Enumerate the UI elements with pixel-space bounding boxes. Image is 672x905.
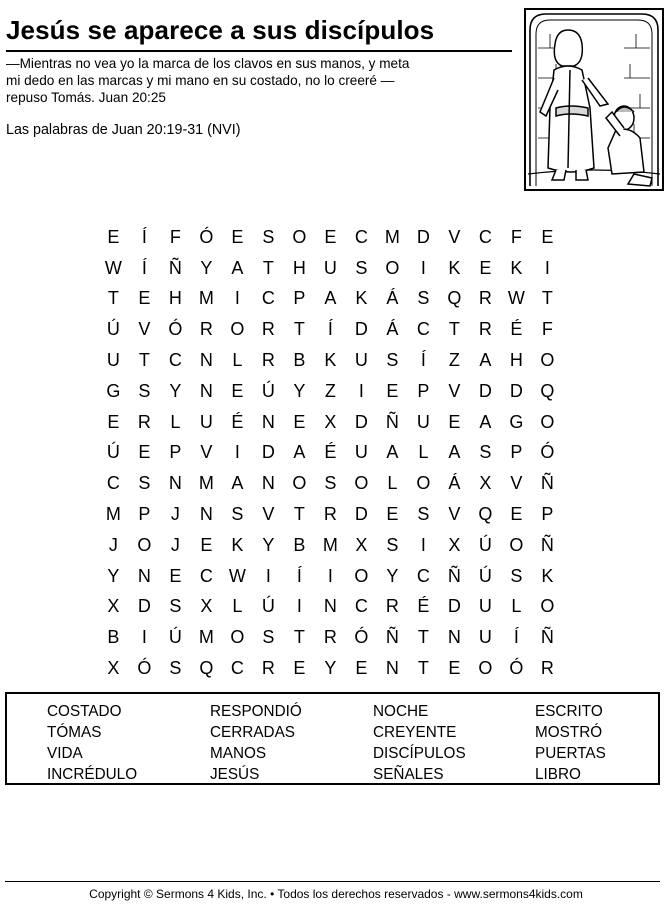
grid-letter[interactable]: E — [448, 411, 461, 432]
grid-letter[interactable]: N — [199, 380, 214, 401]
grid-letter[interactable]: S — [386, 534, 399, 555]
grid-letter[interactable]: O — [540, 596, 555, 617]
grid-letter[interactable]: E — [324, 226, 337, 247]
grid-letter[interactable]: L — [387, 473, 398, 494]
grid-letter[interactable]: U — [323, 257, 338, 278]
grid-letter[interactable]: O — [354, 473, 369, 494]
bible-quote — [6, 55, 512, 106]
grid-letter[interactable]: P — [293, 288, 306, 309]
grid-letter[interactable]: Í — [141, 257, 148, 278]
grid-letter[interactable]: O — [230, 627, 245, 648]
grid-letter[interactable]: M — [384, 226, 401, 247]
grid-letter[interactable]: B — [293, 534, 306, 555]
grid-letter[interactable]: T — [293, 627, 306, 648]
grid-letter[interactable]: O — [354, 565, 369, 586]
grid-letter[interactable]: O — [230, 319, 245, 340]
grid-letter[interactable]: Ñ — [385, 411, 400, 432]
grid-letter[interactable]: L — [170, 411, 181, 432]
grid-letter[interactable]: R — [323, 627, 338, 648]
grid-letter[interactable]: I — [296, 596, 303, 617]
grid-letter[interactable]: B — [107, 627, 120, 648]
grid-letter[interactable]: I — [234, 442, 241, 463]
grid-letter[interactable]: Q — [447, 288, 462, 309]
grid-letter[interactable]: M — [198, 288, 215, 309]
grid-letter[interactable]: I — [234, 288, 241, 309]
grid-letter[interactable]: D — [354, 504, 369, 525]
grid-letter[interactable]: G — [509, 411, 524, 432]
grid-letter[interactable]: E — [510, 504, 523, 525]
grid-letter[interactable]: Ñ — [168, 257, 183, 278]
grid-letter[interactable]: É — [510, 319, 523, 340]
grid-letter[interactable]: X — [355, 534, 368, 555]
grid-letter[interactable]: É — [231, 411, 244, 432]
quote-line: —Mientras no vea yo la marca de los clavos en sus manos, y meta — [6, 56, 410, 71]
grid-letter[interactable]: S — [138, 473, 151, 494]
grid-letter[interactable]: T — [262, 257, 275, 278]
grid-letter[interactable]: O — [540, 350, 555, 371]
grid-letter[interactable]: E — [293, 658, 306, 679]
word-list-item: JESÚS — [210, 766, 260, 783]
grid-letter[interactable]: U — [478, 596, 493, 617]
grid-letter[interactable]: V — [510, 473, 523, 494]
grid-letter[interactable]: C — [261, 288, 276, 309]
grid-letter[interactable]: Í — [420, 350, 427, 371]
grid-letter[interactable]: M — [198, 473, 215, 494]
grid-letter[interactable]: A — [324, 288, 337, 309]
grid-letter[interactable]: I — [358, 380, 365, 401]
grid-letter[interactable]: S — [479, 442, 492, 463]
grid-letter[interactable]: P — [138, 504, 151, 525]
grid-letter[interactable]: V — [200, 442, 213, 463]
grid-letter[interactable]: Y — [169, 380, 182, 401]
grid-letter[interactable]: U — [106, 350, 121, 371]
title-divider — [6, 50, 512, 52]
grid-letter[interactable]: T — [448, 319, 461, 340]
grid-letter[interactable]: C — [106, 473, 121, 494]
grid-letter[interactable]: P — [169, 442, 182, 463]
grid-letter[interactable]: V — [448, 504, 461, 525]
word-list-box — [5, 692, 660, 785]
grid-letter[interactable]: C — [230, 658, 245, 679]
grid-letter[interactable]: Y — [262, 534, 275, 555]
grid-letter[interactable]: S — [417, 504, 430, 525]
grid-letter[interactable]: Z — [448, 350, 461, 371]
grid-letter[interactable]: N — [385, 658, 400, 679]
grid-letter[interactable]: D — [416, 226, 431, 247]
grid-letter[interactable]: A — [386, 442, 399, 463]
grid-letter[interactable]: Ó — [199, 226, 214, 247]
grid-letter[interactable]: C — [478, 226, 493, 247]
grid-letter[interactable]: Y — [200, 257, 213, 278]
grid-letter[interactable]: I — [544, 257, 551, 278]
grid-letter[interactable]: L — [418, 442, 429, 463]
grid-letter[interactable]: R — [261, 319, 276, 340]
grid-letter[interactable]: E — [231, 380, 244, 401]
grid-letter[interactable]: L — [511, 596, 522, 617]
grid-letter[interactable]: H — [509, 350, 524, 371]
grid-letter[interactable]: K — [355, 288, 368, 309]
grid-letter[interactable]: T — [417, 658, 430, 679]
word-list-item: DISCÍPULOS — [373, 745, 466, 762]
grid-letter[interactable]: S — [169, 658, 182, 679]
grid-letter[interactable]: Ú — [478, 534, 493, 555]
grid-letter[interactable]: T — [541, 288, 554, 309]
grid-letter[interactable]: M — [105, 504, 122, 525]
grid-letter[interactable]: E — [386, 380, 399, 401]
grid-letter[interactable]: F — [510, 226, 523, 247]
grid-letter[interactable]: C — [416, 565, 431, 586]
grid-letter[interactable]: O — [385, 257, 400, 278]
grid-letter[interactable]: Ú — [261, 380, 276, 401]
grid-letter[interactable]: J — [108, 534, 119, 555]
grid-letter[interactable]: D — [261, 442, 276, 463]
grid-letter[interactable]: I — [420, 257, 427, 278]
quote-line: repuso Tomás. Juan 20:25 — [6, 90, 166, 105]
grid-letter[interactable]: Ú — [261, 596, 276, 617]
grid-letter[interactable]: H — [292, 257, 307, 278]
grid-letter[interactable]: Ú — [106, 319, 121, 340]
grid-letter[interactable]: A — [231, 473, 244, 494]
word-list-item: LIBRO — [535, 766, 581, 783]
grid-letter[interactable]: R — [323, 504, 338, 525]
grid-letter[interactable]: U — [416, 411, 431, 432]
grid-letter[interactable]: E — [293, 411, 306, 432]
grid-letter[interactable]: S — [510, 565, 523, 586]
word-list-item: CREYENTE — [373, 724, 457, 741]
grid-letter[interactable]: K — [541, 565, 554, 586]
word-list-item: TÓMAS — [47, 724, 102, 741]
grid-letter[interactable]: N — [447, 627, 462, 648]
grid-letter[interactable]: T — [107, 288, 120, 309]
grid-letter[interactable]: T — [138, 350, 151, 371]
grid-letter[interactable]: N — [261, 473, 276, 494]
grid-letter[interactable]: Á — [386, 288, 399, 309]
grid-letter[interactable]: N — [199, 350, 214, 371]
grid-letter[interactable]: E — [479, 257, 492, 278]
grid-letter[interactable]: E — [138, 442, 151, 463]
grid-letter[interactable]: Ñ — [540, 473, 555, 494]
quote-line: mi dedo en las marcas y mi mano en su costado, no lo creeré — — [6, 73, 395, 88]
grid-letter[interactable]: R — [385, 596, 400, 617]
grid-letter[interactable]: N — [199, 504, 214, 525]
jesus-and-thomas-illustration — [524, 8, 664, 191]
grid-letter[interactable]: D — [478, 380, 493, 401]
grid-letter[interactable]: Ú — [168, 627, 183, 648]
grid-letter[interactable]: I — [420, 534, 427, 555]
word-list-item: PUERTAS — [535, 745, 606, 762]
word-list-item: MANOS — [210, 745, 267, 762]
grid-letter[interactable]: R — [261, 350, 276, 371]
grid-letter[interactable]: V — [138, 319, 151, 340]
grid-letter[interactable]: A — [231, 257, 244, 278]
grid-letter[interactable]: S — [169, 596, 182, 617]
grid-letter[interactable]: I — [141, 627, 148, 648]
grid-letter[interactable]: V — [262, 504, 275, 525]
grid-letter[interactable]: O — [292, 226, 307, 247]
word-list-item: INCRÉDULO — [47, 766, 138, 783]
grid-letter[interactable]: Q — [199, 658, 214, 679]
grid-letter[interactable]: C — [354, 596, 369, 617]
grid-letter[interactable]: T — [293, 504, 306, 525]
grid-letter[interactable]: G — [106, 380, 121, 401]
grid-letter[interactable]: Ú — [106, 442, 121, 463]
grid-letter[interactable]: S — [262, 226, 275, 247]
grid-letter[interactable]: S — [231, 504, 244, 525]
grid-letter[interactable]: E — [355, 658, 368, 679]
grid-letter[interactable]: S — [138, 380, 151, 401]
grid-letter[interactable]: Í — [327, 319, 334, 340]
grid-letter[interactable]: B — [293, 350, 306, 371]
word-list-item: COSTADO — [47, 703, 122, 720]
grid-letter[interactable]: Ñ — [540, 534, 555, 555]
grid-letter[interactable]: E — [541, 226, 554, 247]
grid-letter[interactable]: Ó — [540, 442, 555, 463]
grid-letter[interactable]: É — [417, 596, 430, 617]
grid-letter[interactable]: Q — [540, 380, 555, 401]
grid-letter[interactable]: Ó — [509, 658, 524, 679]
footer-divider — [5, 881, 660, 882]
grid-letter[interactable]: V — [448, 380, 461, 401]
grid-letter[interactable]: Í — [141, 226, 148, 247]
grid-letter[interactable]: D — [354, 411, 369, 432]
grid-letter[interactable]: S — [417, 288, 430, 309]
grid-letter[interactable]: P — [417, 380, 430, 401]
grid-letter[interactable]: J — [170, 534, 181, 555]
grid-letter[interactable]: S — [355, 257, 368, 278]
grid-letter[interactable]: C — [168, 350, 183, 371]
grid-letter[interactable]: E — [138, 288, 151, 309]
grid-letter[interactable]: É — [324, 442, 337, 463]
grid-letter[interactable]: X — [200, 596, 213, 617]
grid-letter[interactable]: A — [448, 442, 461, 463]
grid-letter[interactable]: Ñ — [447, 565, 462, 586]
grid-letter[interactable]: R — [137, 411, 152, 432]
grid-letter[interactable]: E — [448, 658, 461, 679]
grid-letter[interactable]: Í — [296, 565, 303, 586]
grid-letter[interactable]: Y — [293, 380, 306, 401]
grid-letter[interactable]: D — [137, 596, 152, 617]
grid-letter[interactable]: U — [199, 411, 214, 432]
word-list-item: NOCHE — [373, 703, 429, 720]
grid-letter[interactable]: R — [478, 319, 493, 340]
grid-letter[interactable]: Ñ — [540, 627, 555, 648]
grid-letter[interactable]: S — [386, 350, 399, 371]
grid-letter[interactable]: A — [479, 411, 492, 432]
grid-letter[interactable]: N — [261, 411, 276, 432]
grid-letter[interactable]: N — [137, 565, 152, 586]
grid-letter[interactable]: F — [169, 226, 182, 247]
grid-letter[interactable]: F — [541, 319, 554, 340]
grid-letter[interactable]: D — [354, 319, 369, 340]
grid-letter[interactable]: P — [510, 442, 523, 463]
grid-letter[interactable]: S — [262, 627, 275, 648]
grid-letter[interactable]: E — [231, 226, 244, 247]
grid-letter[interactable]: J — [170, 504, 181, 525]
passage-reference: Las palabras de Juan 20:19-31 (NVI) — [6, 122, 241, 138]
grid-letter[interactable]: Ñ — [385, 627, 400, 648]
grid-letter[interactable]: E — [169, 565, 182, 586]
grid-letter[interactable]: O — [540, 411, 555, 432]
grid-letter[interactable]: D — [509, 380, 524, 401]
grid-letter[interactable]: M — [322, 534, 339, 555]
page-title: Jesús se aparece a sus discípulos — [6, 15, 435, 45]
grid-letter[interactable]: L — [232, 350, 243, 371]
grid-letter[interactable]: Í — [513, 627, 520, 648]
grid-letter[interactable]: O — [478, 658, 493, 679]
grid-letter[interactable]: U — [354, 442, 369, 463]
grid-letter[interactable]: K — [448, 257, 461, 278]
grid-letter[interactable]: K — [510, 257, 523, 278]
grid-letter[interactable]: N — [168, 473, 183, 494]
grid-letter[interactable]: C — [199, 565, 214, 586]
grid-letter[interactable]: Y — [107, 565, 120, 586]
grid-letter[interactable]: H — [168, 288, 183, 309]
grid-letter[interactable]: Ó — [168, 319, 183, 340]
grid-letter[interactable]: Á — [386, 319, 399, 340]
grid-letter[interactable]: T — [417, 627, 430, 648]
grid-letter[interactable]: Q — [478, 504, 493, 525]
grid-letter[interactable]: W — [228, 565, 247, 586]
grid-letter[interactable]: Ó — [137, 658, 152, 679]
grid-letter[interactable]: Ó — [354, 627, 369, 648]
grid-letter[interactable]: L — [232, 596, 243, 617]
grid-letter[interactable]: X — [107, 658, 120, 679]
word-list-item: SEÑALES — [373, 766, 444, 783]
grid-letter[interactable]: U — [354, 350, 369, 371]
grid-letter[interactable]: E — [200, 534, 213, 555]
word-list-item: RESPONDIÓ — [210, 703, 302, 720]
grid-letter[interactable]: K — [324, 350, 337, 371]
word-list-item: MOSTRÓ — [535, 724, 603, 741]
grid-letter[interactable]: E — [107, 411, 120, 432]
grid-letter[interactable]: I — [327, 565, 334, 586]
word-search-grid — [98, 222, 563, 684]
grid-letter[interactable]: E — [107, 226, 120, 247]
grid-letter[interactable]: O — [137, 534, 152, 555]
copyright-footer: Copyright © Sermons 4 Kids, Inc. • Todos los derechos reservados - www.sermons4kids.com — [89, 887, 583, 901]
grid-letter[interactable]: C — [354, 226, 369, 247]
grid-letter[interactable]: P — [541, 504, 554, 525]
word-list-item: ESCRITO — [535, 703, 603, 720]
grid-letter[interactable]: X — [324, 411, 337, 432]
grid-letter[interactable]: O — [416, 473, 431, 494]
grid-letter[interactable]: N — [323, 596, 338, 617]
grid-letter[interactable]: R — [478, 288, 493, 309]
grid-letter[interactable]: O — [509, 534, 524, 555]
grid-letter[interactable]: I — [265, 565, 272, 586]
grid-letter[interactable]: A — [293, 442, 306, 463]
grid-letter[interactable]: Ú — [478, 565, 493, 586]
grid-letter[interactable]: O — [292, 473, 307, 494]
word-list-item: CERRADAS — [210, 724, 295, 741]
grid-letter[interactable]: V — [448, 226, 461, 247]
grid-letter[interactable]: X — [448, 534, 461, 555]
grid-letter[interactable]: R — [261, 658, 276, 679]
grid-letter[interactable]: X — [479, 473, 492, 494]
grid-letter[interactable]: E — [386, 504, 399, 525]
grid-letter[interactable]: C — [416, 319, 431, 340]
grid-letter[interactable]: D — [447, 596, 462, 617]
grid-letter[interactable]: X — [107, 596, 120, 617]
grid-letter[interactable]: T — [293, 319, 306, 340]
grid-letter[interactable]: Á — [448, 473, 461, 494]
grid-letter[interactable]: Y — [386, 565, 399, 586]
grid-letter[interactable]: W — [104, 257, 123, 278]
grid-letter[interactable]: R — [199, 319, 214, 340]
grid-letter[interactable]: Z — [324, 380, 337, 401]
grid-letter[interactable]: Y — [324, 658, 337, 679]
grid-letter[interactable]: U — [478, 627, 493, 648]
word-list-item: VIDA — [47, 745, 83, 762]
grid-letter[interactable]: M — [198, 627, 215, 648]
grid-letter[interactable]: R — [540, 658, 555, 679]
grid-letter[interactable]: K — [231, 534, 244, 555]
grid-letter[interactable]: A — [479, 350, 492, 371]
grid-letter[interactable]: S — [324, 473, 337, 494]
grid-letter[interactable]: W — [507, 288, 526, 309]
